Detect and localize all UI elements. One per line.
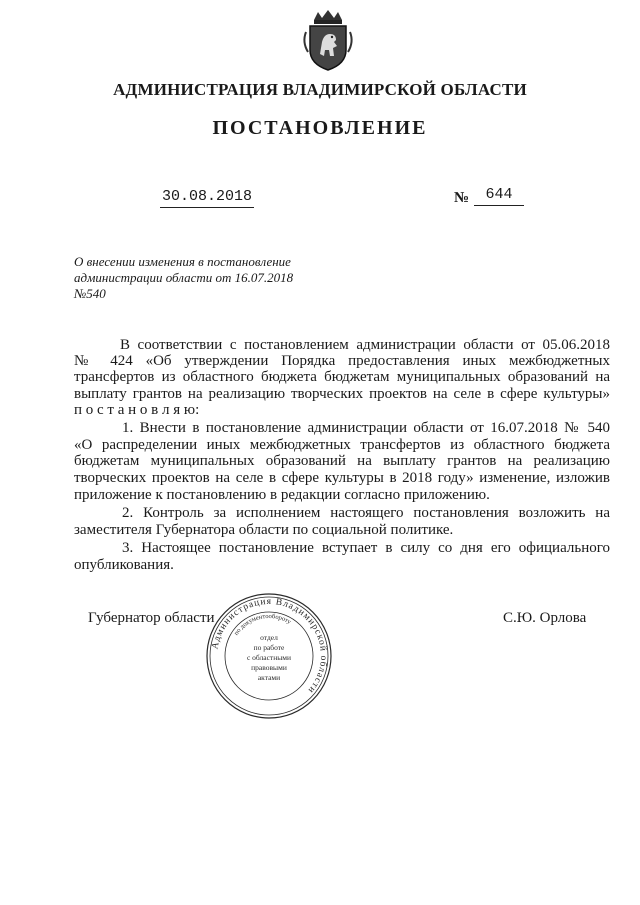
body-line: В соответствии с постановлением администрации области от 05.06.2018 bbox=[120, 337, 610, 353]
body-line: № 424 «Об утверждении Порядка предоставления иных межбюджетных bbox=[74, 353, 610, 369]
subject-line: О внесении изменения в постановление bbox=[74, 254, 291, 269]
body-line-item-1: 1. Внести в постановление администрации области от 16.07.2018 № 540 bbox=[122, 420, 610, 436]
stamp-inner-line: правовыми bbox=[251, 663, 287, 672]
body-line: заместителя Губернатора области по социальной политике. bbox=[74, 522, 454, 538]
body-line-postanovlyayu: п о с т а н о в л я ю: bbox=[74, 402, 200, 418]
organization-heading: АДМИНИСТРАЦИЯ ВЛАДИМИРСКОЙ ОБЛАСТИ bbox=[113, 80, 527, 99]
stamp-inner-line: по работе bbox=[253, 643, 285, 652]
number-sign: № bbox=[454, 190, 470, 206]
signatory-name: С.Ю. Орлова bbox=[503, 610, 587, 626]
official-stamp bbox=[205, 592, 333, 720]
body-line-item-3: 3. Настоящее постановление вступает в силу со дня его официального bbox=[122, 540, 610, 556]
subject-line: администрации области от 16.07.2018 bbox=[74, 270, 294, 285]
document-number: 644 bbox=[474, 186, 524, 206]
stamp-inner-line: отдел bbox=[260, 633, 278, 642]
body-line: творческих проектов на селе в сфере культуры в 2018 году» изменение, изложив bbox=[74, 470, 610, 486]
stamp-arc-text: по документообороту bbox=[232, 612, 293, 637]
body-line: «О распределении иных межбюджетных трансфертов из областного бюджета bbox=[74, 437, 610, 453]
document-type-title: ПОСТАНОВЛЕНИЕ bbox=[212, 117, 428, 139]
body-line: бюджетам муниципальных образований на выплату грантов на реализацию bbox=[74, 453, 610, 469]
stamp-ring-text: Администрация Владимирской области bbox=[210, 596, 329, 696]
body-line: приложение к постановлению в редакции согласно приложению. bbox=[74, 487, 490, 503]
document-subject bbox=[74, 254, 344, 302]
stamp-inner-line: актами bbox=[257, 673, 281, 682]
body-line-item-2: 2. Контроль за исполнением настоящего постановления возложить на bbox=[122, 505, 610, 521]
coat-of-arms-icon bbox=[300, 8, 356, 72]
body-line: опубликования. bbox=[74, 557, 174, 573]
body-line: трансфертов из областного бюджета бюджетам муниципальных образований на bbox=[74, 369, 610, 385]
signatory-position: Губернатор области bbox=[88, 610, 215, 626]
subject-line: №540 bbox=[74, 286, 106, 301]
document-date: 30.08.2018 bbox=[160, 188, 254, 208]
body-line: выплату грантов на реализацию творческих проектов на селе в сфере культуры» bbox=[74, 386, 610, 402]
stamp-inner-line: с областными bbox=[246, 653, 292, 662]
